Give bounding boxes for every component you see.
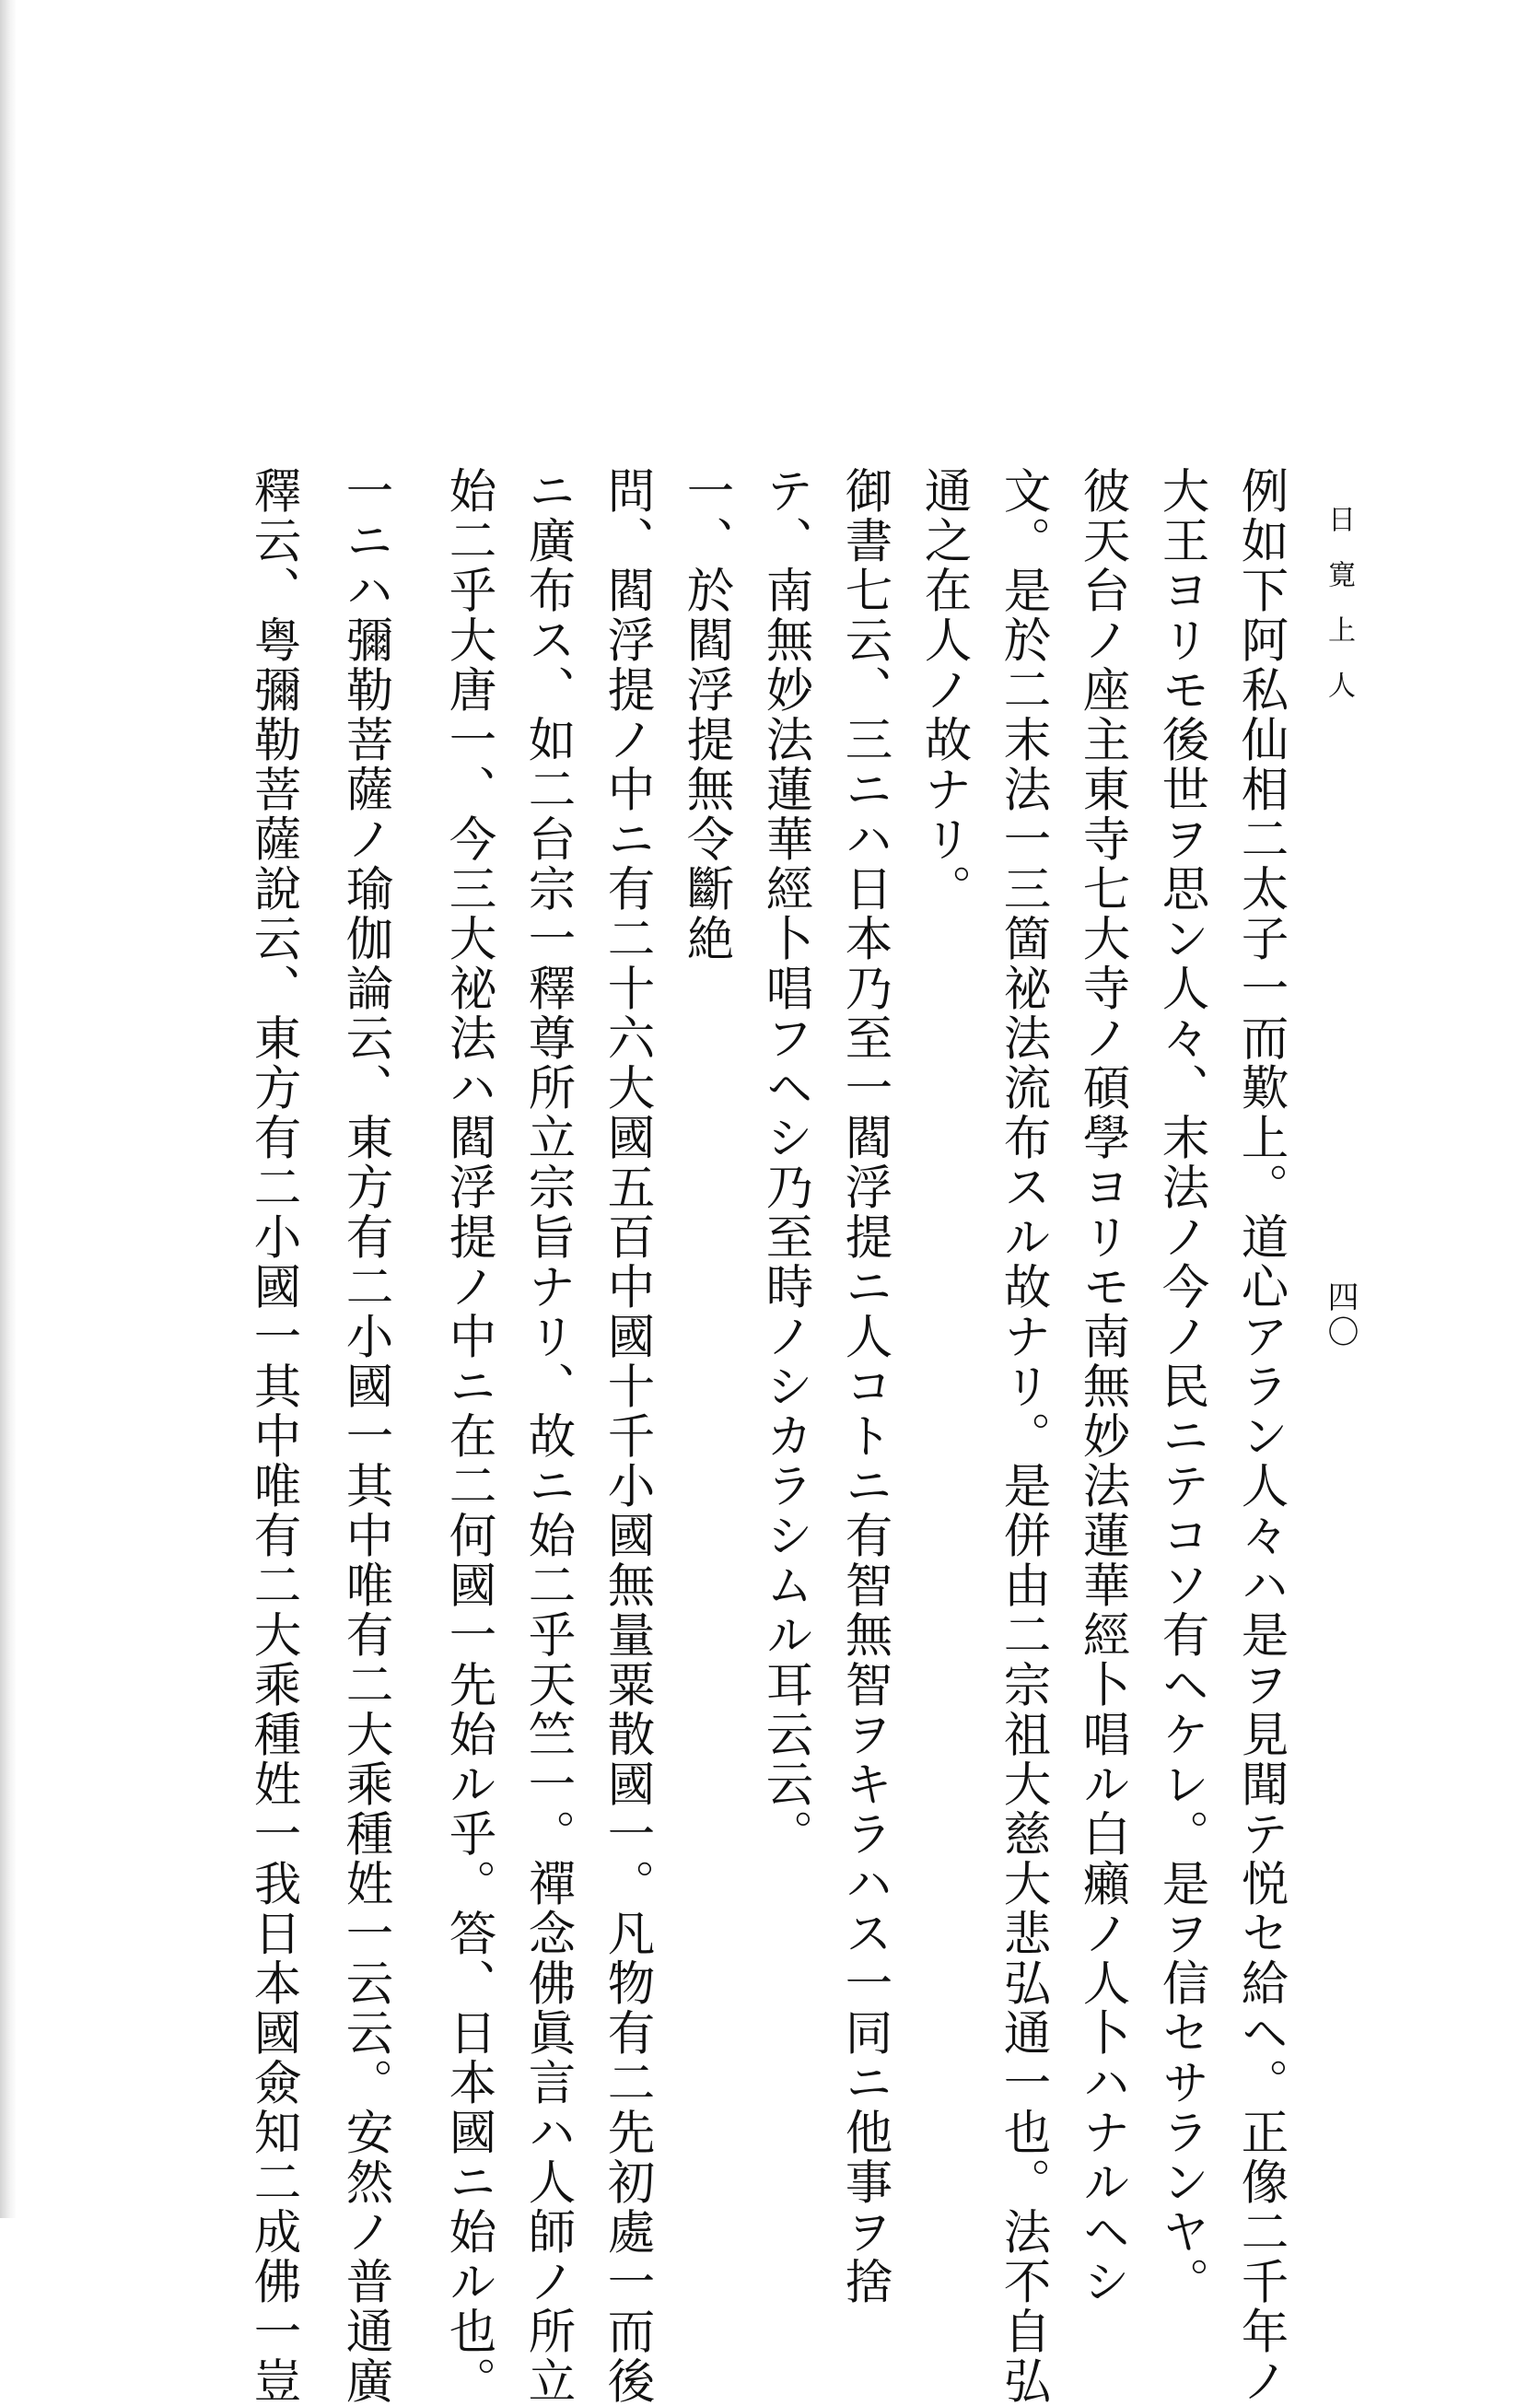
text-line-4: 文。是於二末法一三箇祕法流布スル故ナリ。是併由二宗祖大慈大悲弘通一也。法不自弘 bbox=[995, 466, 1051, 2406]
text-line-5: 通之在人ノ故ナリ。 bbox=[916, 466, 972, 914]
text-line-9: 問、閻浮提ノ中ニ有二十六大國五百中國十千小國無量粟散國一。凡物有二先初處一而後 bbox=[599, 466, 655, 2406]
text-line-13: 釋云、粤彌勒菩薩說云、東方有二小國一其中唯有二大乘種姓一我日本國僉知二成佛一豈 bbox=[245, 466, 301, 2406]
text-line-2: 大王ヨリモ後世ヲ思ン人々、末法ノ今ノ民ニテコソ有ヘケレ。是ヲ信セサランヤ。 bbox=[1153, 466, 1209, 2307]
page-number: 四〇 bbox=[1322, 1280, 1359, 1350]
text-line-12: 一ニハ彌勒菩薩ノ瑜伽論云、東方有二小國一其中唯有二大乘種姓一云云。安然ノ普通廣 bbox=[337, 466, 393, 2406]
text-line-6: 御書七云、三ニハ日本乃至一閻浮提ニ人コトニ有智無智ヲキラハス一同ニ他事ヲ捨 bbox=[836, 466, 892, 2307]
text-line-7: テ、南無妙法蓮華經卜唱フヘシ乃至時ノシカラシムル耳云云。 bbox=[757, 466, 813, 1859]
text-line-3: 彼天台ノ座主東寺七大寺ノ碩學ヨリモ南無妙法蓮華經卜唱ル白癩ノ人卜ハナルヘシ bbox=[1074, 466, 1130, 2307]
text-line-11: 始二乎大唐一、今三大祕法ハ閻浮提ノ中ニ在二何國一先始ル乎。答、日本國ニ始ル也。 bbox=[440, 466, 496, 2406]
text-line-1: 例如下阿私仙相二太子一而歎上。道心アラン人々ハ是ヲ見聞テ悦セ給ヘ。正像二千年ノ bbox=[1232, 466, 1289, 2406]
section-heading: 一、於閻浮提無令斷絶 bbox=[678, 466, 734, 964]
text-line-10: ニ廣布ス、如二台宗一釋尊所立宗旨ナリ、故ニ始二乎天竺一。禪念佛眞言ハ人師ノ所立 bbox=[519, 466, 576, 2406]
running-header-author: 日寛上人 bbox=[1323, 505, 1355, 726]
page-binding-edge bbox=[0, 0, 17, 2218]
